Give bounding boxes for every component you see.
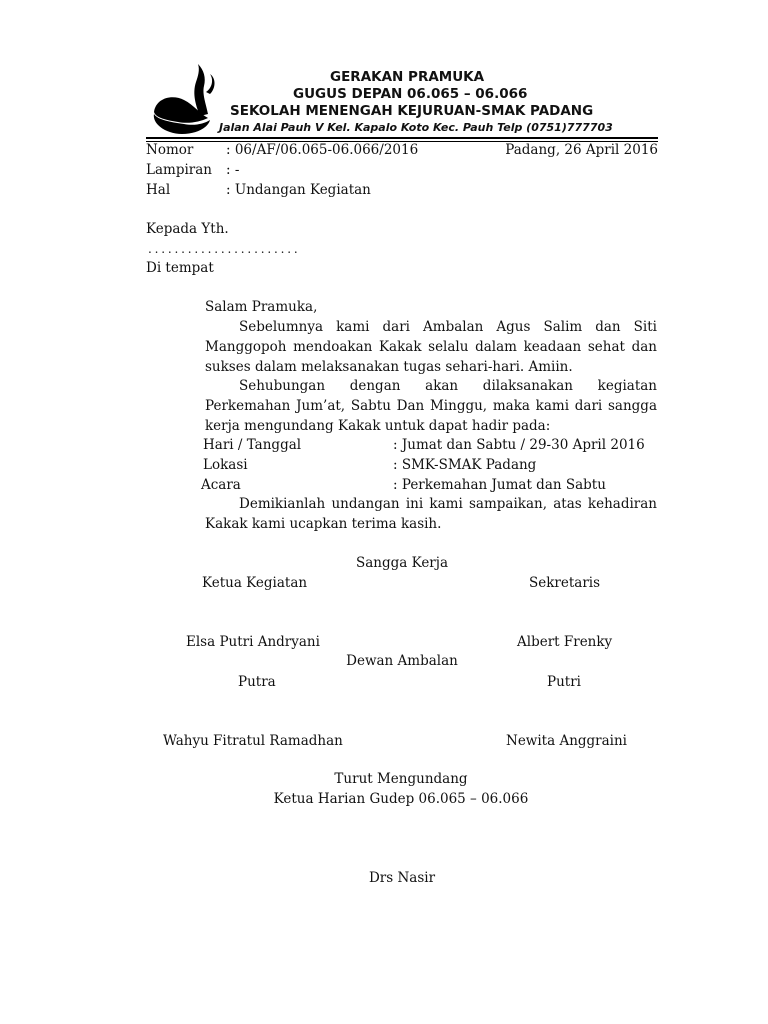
detail-value-hari: : Jumat dan Sabtu / 29-30 April 2016	[393, 437, 645, 453]
putri-name: Newita Anggraini	[506, 733, 627, 749]
sekretaris-title: Sekretaris	[529, 575, 601, 591]
detail-label-acara: Acara	[201, 477, 241, 493]
header-gugus: GUGUS DEPAN 06.065 – 06.066	[293, 86, 528, 102]
header-address: Jalan Alai Pauh V Kel. Kapalo Koto Kec. Pauh Telp (0751)777703	[219, 121, 613, 134]
detail-label-lokasi: Lokasi	[203, 457, 248, 473]
sangga-kerja-heading: Sangga Kerja	[355, 555, 448, 571]
detail-value-lokasi: : SMK-SMAK Padang	[393, 457, 537, 473]
letter-date: Padang, 26 April 2016	[505, 142, 658, 158]
header-school: SEKOLAH MENENGAH KEJURUAN-SMAK PADANG	[230, 103, 594, 119]
header-rule-thick	[146, 137, 658, 139]
lampiran-label: Lampiran	[146, 162, 212, 178]
recipient-tempat: Di tempat	[146, 260, 214, 276]
nomor-value: : 06/AF/06.065-06.066/2016	[226, 142, 419, 158]
scout-emblem-logo	[150, 62, 216, 138]
detail-value-acara: : Perkemahan Jumat dan Sabtu	[393, 477, 606, 493]
recipient-kepada: Kepada Yth.	[146, 221, 229, 237]
closing-paragraph: Demikianlah undangan ini kami sampaikan, atas kehadiran Kakak kami ucapkan terima kasih.	[205, 496, 657, 532]
nomor-label: Nomor	[146, 142, 194, 158]
putra-title: Putra	[238, 674, 276, 690]
sekretaris-name: Albert Frenky	[517, 634, 613, 650]
ketua-kegiatan-name: Elsa Putri Andryani	[186, 634, 320, 650]
ketua-harian-title: Ketua Harian Gudep 06.065 – 06.066	[273, 791, 529, 807]
detail-label-hari: Hari / Tanggal	[203, 437, 302, 453]
paragraph-2: Sehubungan dengan akan dilaksanakan kegiatan Perkemahan Jum’at, Sabtu Dan Minggu, maka kami dari sangga kerja mengundang Kakak untuk dapat hadir pada:	[205, 378, 657, 434]
header-org: GERAKAN PRAMUKA	[330, 69, 485, 85]
putri-title: Putri	[547, 674, 581, 690]
ketua-kegiatan-title: Ketua Kegiatan	[202, 575, 308, 591]
putra-name: Wahyu Fitratul Ramadhan	[163, 733, 343, 749]
dewan-ambalan-heading: Dewan Ambalan	[346, 653, 458, 669]
ketua-harian-name: Drs Nasir	[368, 870, 436, 886]
hal-label: Hal	[146, 182, 171, 198]
greeting: Salam Pramuka,	[205, 299, 318, 315]
recipient-dots: . . . . . . . . . . . . . . . . . . . . . . .	[148, 242, 298, 256]
hal-value: : Undangan Kegiatan	[226, 182, 371, 198]
lampiran-value: : -	[226, 162, 240, 178]
paragraph-1: Sebelumnya kami dari Ambalan Agus Salim dan Siti Manggopoh mendoakan Kakak selalu dalam keadaan sehat dan sukses dalam melaksanakan tugas sehari-hari. Amiin.	[205, 319, 657, 375]
turut-mengundang: Turut Mengundang	[334, 771, 468, 787]
